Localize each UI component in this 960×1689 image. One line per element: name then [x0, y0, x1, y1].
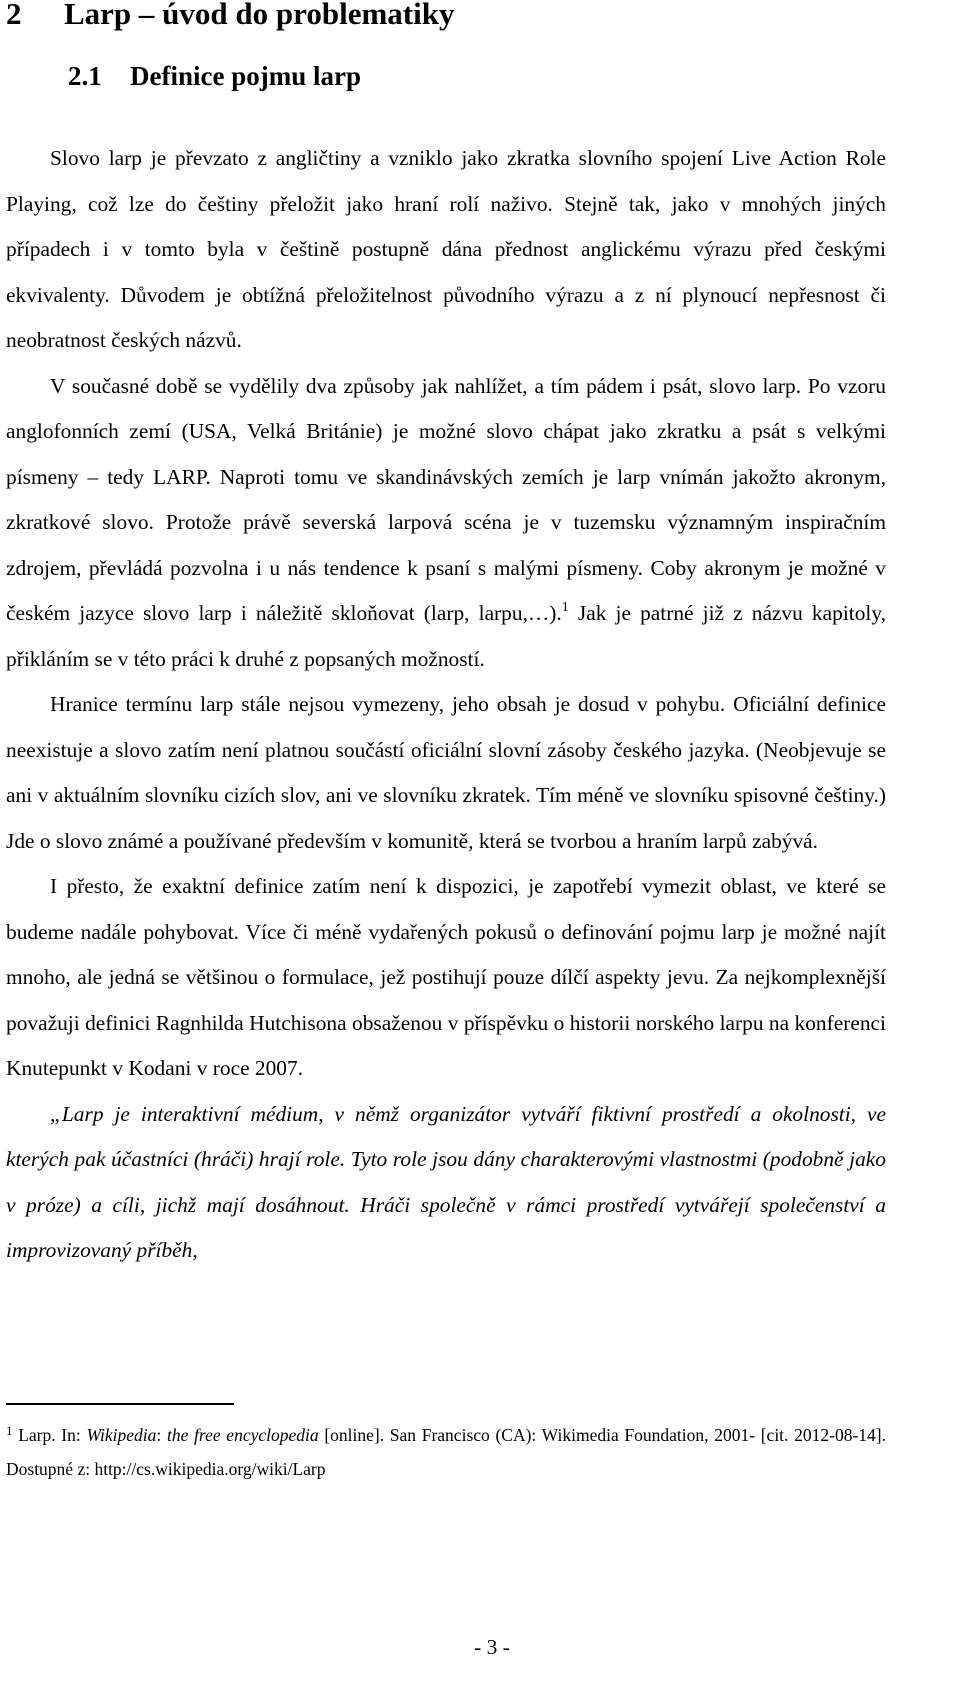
paragraph-2-text-a: V současné době se vydělily dva způsoby jak nahlížet, a tím pádem i psát, slovo larp. Po vzoru anglofonních zemí (USA, Velká Británie) je možné slovo chápat jako zkratku a psát s velkými písmeny – tedy LARP. Naproti tomu ve skandinávských zemích je larp vnímán jakožto akronym, zkratkové slovo. Protože právě severská larpová scéna je v tuzemsku významným inspiračním zdrojem, převládá pozvolna i u nás tendence k psaní s malými písmeny. Coby akronym je možné v českém jazyce slovo larp i náležitě skloňovat (larp, larpu,…).	[6, 373, 886, 625]
page-number: - 3 -	[474, 1635, 510, 1659]
section-title: Definice pojmu larp	[130, 61, 361, 91]
definition-quote-text: „Larp je interaktivní médium, v němž organizátor vytváří fiktivní prostředí a okolnosti, ve kterých pak účastníci (hráči) hrají role. Tyto role jsou dány charakterovými vlastnostmi (podobně jako v próze) a cíli, jichž mají dosáhnout. Hráči společně v rámci prostředí vytvářejí společenství a improvizovaný příběh,	[6, 1101, 886, 1262]
paragraph-3-text: Hranice termínu larp stále nejsou vymezeny, jeho obsah je dosud v pohybu. Oficiální definice neexistuje a slovo zatím není platnou součástí oficiální slovní zásoby českého jazyka. (Neobjevuje se ani v aktuálním slovníku cizích slov, ani ve slovníku zkratek. Tím méně ve slovníku spisovné češtiny.) Jde o slovo známé a používané především v komunitě, která se tvorbou a hraním larpů zabývá.	[6, 692, 886, 853]
footnote-lead: Larp. In:	[12, 1425, 87, 1445]
paragraph-1	[6, 136, 886, 364]
footnote-colon: :	[156, 1425, 167, 1445]
footnote-work: Wikipedia	[86, 1425, 157, 1445]
footnote-rest: [online]. San Francisco (CA): Wikimedia Foundation, 2001- [cit. 2012-08-14]. Dostupné z: http://cs.wikipedia.org/wiki/Larp	[6, 1425, 886, 1479]
footnote-number: 1	[6, 1423, 13, 1438]
section-heading	[68, 58, 361, 94]
footnote-subtitle: the free encyclopedia	[166, 1425, 319, 1445]
footnote-separator	[6, 1403, 234, 1405]
chapter-heading	[6, 0, 454, 34]
footnote-reference[interactable]: 1	[561, 600, 569, 615]
paragraph-4-text: I přesto, že exaktní definice zatím není k dispozici, je zapotřebí vymezit oblast, ve které se budeme nadále pohybovat. Více či méně vydařených pokusů o definování pojmu larp je možné najít mnoho, ale jedná se většinou o formulace, jež postihují pouze dílčí aspekty jevu. Za nejkomplexnější považuji definici Ragnhilda Hutchisona obsaženou v příspěvku o historii norského larpu na konferenci Knutepunkt v Kodani v roce 2007.	[6, 874, 886, 1080]
chapter-title: Larp – úvod do problematiky	[64, 0, 455, 31]
definition-quote	[6, 1092, 886, 1274]
section-number: 2.1	[68, 61, 102, 91]
footnote	[6, 1418, 886, 1486]
paragraph-2	[6, 364, 886, 683]
paragraph-1-text: Slovo larp je převzato z angličtiny a vzniklo jako zkratka slovního spojení Live Action Role Playing, což lze do češtiny přeložit jako hraní rolí naživo. Stejně tak, jako v mnohých jiných případech i v tomto byla v češtině postupně dána přednost anglickému výrazu před českými ekvivalenty. Důvodem je obtížná přeložitelnost původního výrazu a z ní plynoucí nepřesnost či neobratnost českých názvů.	[6, 146, 886, 352]
body-text	[6, 136, 886, 1274]
paragraph-3	[6, 682, 886, 864]
paragraph-4	[6, 864, 886, 1092]
chapter-number: 2	[6, 0, 22, 31]
paragraph-2-text-b: Jak je patrné již z názvu kapitoly, přikláním se v této práci k druhé z popsaných možností.	[6, 601, 886, 671]
